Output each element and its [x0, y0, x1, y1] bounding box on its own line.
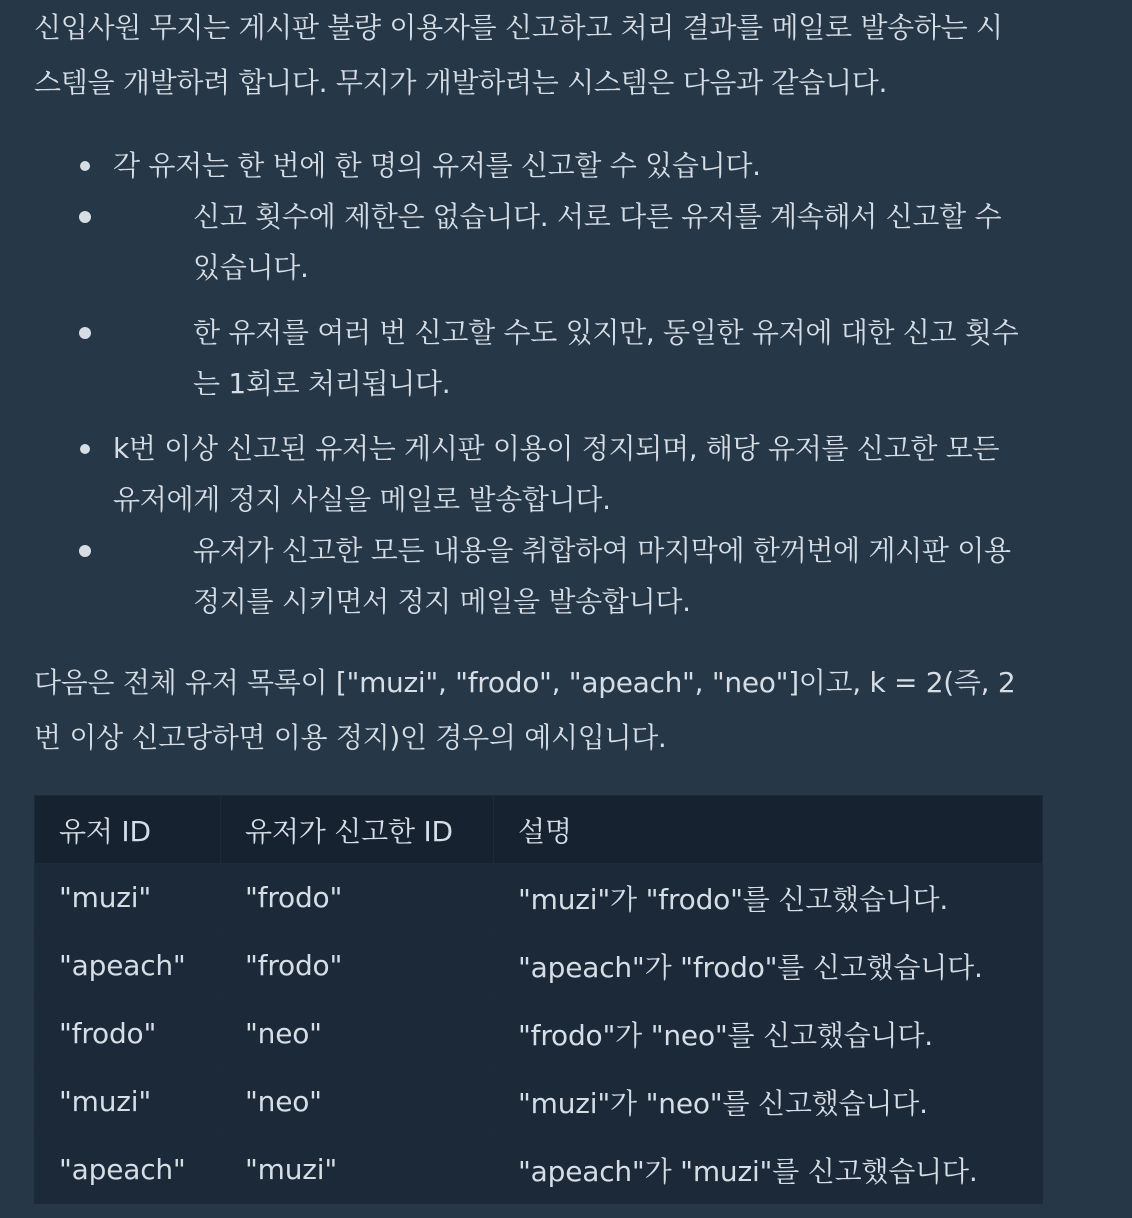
- intro-line-1: 신입사원 무지는 게시판 불량 이용자를 신고하고 처리 결과를 메일로 발송하는 시: [34, 11, 1003, 44]
- cell-user-id: "frodo": [35, 1000, 221, 1068]
- table-row: [35, 1136, 1043, 1204]
- subrule-item: [33, 307, 1098, 409]
- subrule-line: 는 1회로 처리됩니다.: [193, 367, 451, 400]
- intro-line-2: 스템을 개발하려 합니다. 무지가 개발하려는 시스템은 다음과 같습니다.: [34, 66, 888, 99]
- header-reported-id: 유저가 신고한 ID: [221, 796, 494, 864]
- cell-reported-id: "muzi": [221, 1136, 494, 1204]
- header-description: 설명: [494, 796, 1043, 864]
- subrule-item: [33, 191, 1098, 293]
- rule-item-2: [34, 423, 1098, 627]
- report-table: [34, 795, 1043, 1204]
- cell-user-id: "muzi": [35, 1068, 221, 1136]
- rule-2-line: k번 이상 신고된 유저는 게시판 이용이 정지되며, 해당 유저를 신고한 모든: [113, 432, 1000, 465]
- rule-1-text: 각 유저는 한 번에 한 명의 유저를 신고할 수 있습니다.: [113, 149, 761, 182]
- cell-user-id: "apeach": [35, 932, 221, 1000]
- bullet-disc-icon: [80, 444, 90, 454]
- cell-description: "muzi"가 "frodo"를 신고했습니다.: [494, 864, 1043, 932]
- table-row: [35, 1068, 1043, 1136]
- subrule-line: 신고 횟수에 제한은 없습니다. 서로 다른 유저를 계속해서 신고할 수: [193, 200, 1002, 233]
- bullet-circle-icon: [79, 211, 91, 223]
- example-paragraph: [34, 655, 1098, 765]
- intro-paragraph: [34, 0, 1098, 110]
- subrule-line: 유저가 신고한 모든 내용을 취합하여 마지막에 한꺼번에 게시판 이용: [193, 534, 1011, 567]
- table-header-row: [35, 796, 1043, 864]
- bullet-circle-icon: [79, 327, 91, 339]
- table-row: [35, 864, 1043, 932]
- subrule-line: 정지를 시키면서 정지 메일을 발송합니다.: [193, 585, 691, 618]
- table-row: [35, 932, 1043, 1000]
- bullet-disc-icon: [80, 161, 90, 171]
- cell-reported-id: "neo": [221, 1068, 494, 1136]
- rule-1-subitems: [113, 191, 1098, 409]
- cell-description: "muzi"가 "neo"를 신고했습니다.: [494, 1068, 1043, 1136]
- subrule-item: [33, 525, 1098, 627]
- cell-user-id: "apeach": [35, 1136, 221, 1204]
- example-line-1: 다음은 전체 유저 목록이 ["muzi", "frodo", "apeach", "neo"]이고, k = 2(즉, 2: [34, 666, 1016, 699]
- bullet-circle-icon: [79, 545, 91, 557]
- rule-2-subitems: [113, 525, 1098, 627]
- cell-reported-id: "neo": [221, 1000, 494, 1068]
- cell-reported-id: "frodo": [221, 864, 494, 932]
- subrule-line: 있습니다.: [193, 251, 309, 284]
- cell-description: "apeach"가 "frodo"를 신고했습니다.: [494, 932, 1043, 1000]
- cell-description: "apeach"가 "muzi"를 신고했습니다.: [494, 1136, 1043, 1204]
- rule-2-line: 유저에게 정지 사실을 메일로 발송합니다.: [113, 483, 611, 516]
- example-line-2: 번 이상 신고당하면 이용 정지)인 경우의 예시입니다.: [34, 721, 667, 754]
- rule-item-1: [34, 140, 1098, 409]
- table-row: [35, 1000, 1043, 1068]
- header-user-id: 유저 ID: [35, 796, 221, 864]
- cell-reported-id: "frodo": [221, 932, 494, 1000]
- cell-description: "frodo"가 "neo"를 신고했습니다.: [494, 1000, 1043, 1068]
- rules-list: [34, 140, 1098, 627]
- subrule-line: 한 유저를 여러 번 신고할 수도 있지만, 동일한 유저에 대한 신고 횟수: [193, 316, 1019, 349]
- cell-user-id: "muzi": [35, 864, 221, 932]
